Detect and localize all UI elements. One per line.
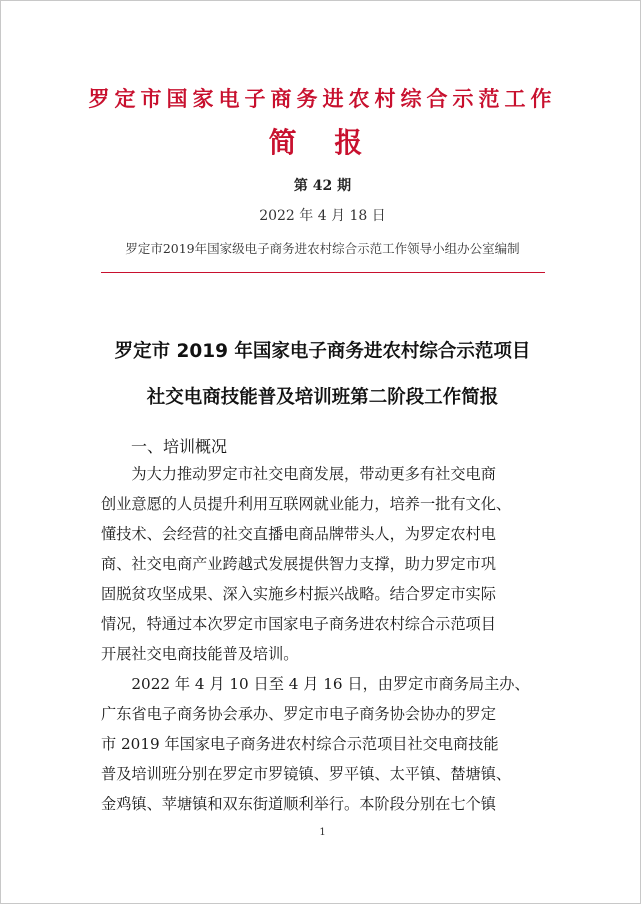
issue-date: 2022 年 4 月 18 日 xyxy=(259,208,386,224)
paragraph-line: 金鸡镇、苹塘镇和双东街道顺利举行。本阶段分别在七个镇 xyxy=(101,795,496,813)
paragraph-line: 为大力推动罗定市社交电商发展，带动更多有社交电商 xyxy=(101,465,496,483)
paragraph-line: 广东省电子商务协会承办、罗定市电子商务协会协办的罗定 xyxy=(101,705,496,723)
paragraph-line: 固脱贫攻坚成果、深入实施乡村振兴战略。结合罗定市实际 xyxy=(101,585,496,603)
paragraph-line: 普及培训班分别在罗定市罗镜镇、罗平镇、太平镇、榃塘镇、 xyxy=(101,765,512,783)
paragraph-line: 2022 年 4 月 10 日至 4 月 16 日，由罗定市商务局主办、 xyxy=(101,675,530,693)
article-title-line-1: 罗定市 2019 年国家电子商务进农村综合示范项目 xyxy=(114,341,531,362)
article-title-line-2: 社交电商技能普及培训班第二阶段工作简报 xyxy=(146,387,499,408)
paragraph-2 xyxy=(101,669,549,819)
page-number: 1 xyxy=(319,827,326,838)
editor-line: 罗定市2019年国家级电子商务进农村综合示范工作领导小组办公室编制 xyxy=(125,241,520,256)
paragraph-line: 懂技术、会经营的社交直播电商品牌带头人，为罗定农村电 xyxy=(101,525,496,543)
paragraph-1 xyxy=(101,459,549,669)
bulletin-org-title: 罗定市国家电子商务进农村综合示范工作 xyxy=(88,86,557,111)
bulletin-title: 简 报 xyxy=(268,126,377,159)
paragraph-line: 情况，特通过本次罗定市国家电子商务进农村综合示范项目 xyxy=(101,615,496,633)
section-heading: 一、培训概况 xyxy=(131,437,228,456)
paragraph-line: 市 2019 年国家电子商务进农村综合示范项目社交电商技能 xyxy=(101,735,499,753)
issue-number: 第 42 期 xyxy=(293,178,352,194)
paragraph-line: 商、社交电商产业跨越式发展提供智力支撑，助力罗定市巩 xyxy=(101,555,496,573)
paragraph-line: 创业意愿的人员提升利用互联网就业能力，培养一批有文化、 xyxy=(101,495,512,513)
red-divider xyxy=(101,272,545,273)
paragraph-line: 开展社交电商技能普及培训。 xyxy=(101,645,299,663)
